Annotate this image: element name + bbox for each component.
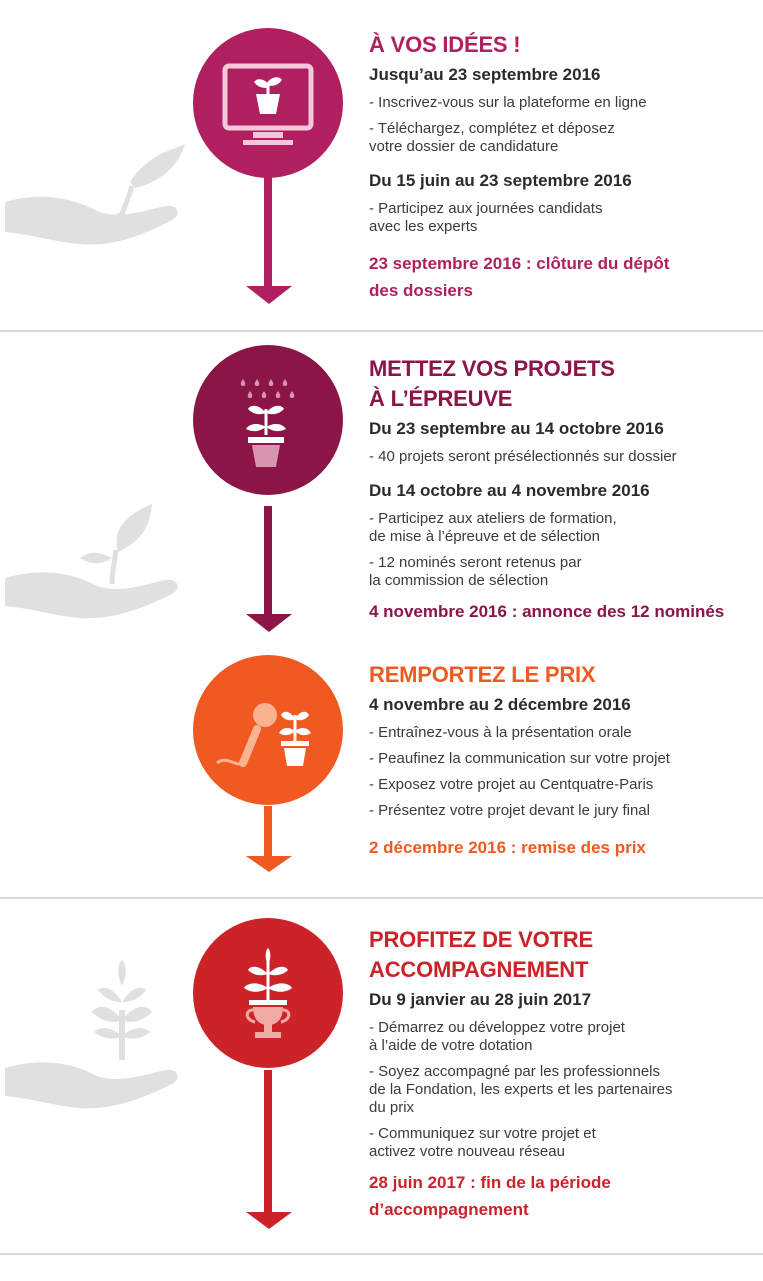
step-period: 4 novembre au 2 décembre 2016 (369, 695, 631, 714)
hand-sprout-icon (0, 490, 190, 625)
step-item: - Participez aux journées candidats avec les experts (369, 200, 603, 235)
step-item: - Peaufinez la communication sur votre projet (369, 750, 670, 767)
step-period: Du 23 septembre au 14 octobre 2016 (369, 419, 664, 438)
step-deadline: 2 décembre 2016 : remise des prix (369, 838, 646, 857)
arrow-down-icon (246, 1070, 292, 1230)
computer-plant-icon (213, 48, 323, 158)
step-period: Du 9 janvier au 28 juin 2017 (369, 990, 592, 1009)
step-item: - Exposez votre projet au Centquatre-Paris (369, 776, 654, 793)
step-prize-content (369, 660, 761, 861)
arrow-down-icon (246, 506, 292, 634)
step-period: Du 14 octobre au 4 novembre 2016 (369, 481, 650, 500)
step-item: - Démarrez ou développez votre projet à l’aide de votre dotation (369, 1019, 625, 1054)
step-item: - 40 projets seront présélectionnés sur dossier (369, 448, 677, 465)
step-item: - Communiquez sur votre projet et activez votre nouveau réseau (369, 1125, 596, 1160)
step-deadline: 23 septembre 2016 : clôture du dépôt des dossiers (369, 254, 670, 300)
step-item: - Téléchargez, complétez et déposez votre dossier de candidature (369, 120, 615, 155)
section-divider (0, 1253, 763, 1255)
step-item: - 12 nominés seront retenus par la commission de sélection (369, 554, 582, 589)
step-deadline: 4 novembre 2016 : annonce des 12 nominés (369, 602, 725, 621)
step-title: REMPORTEZ LE PRIX (369, 662, 596, 687)
step-title: METTEZ VOS PROJETS À L’ÉPREUVE (369, 356, 615, 411)
step-test-circle (193, 345, 343, 495)
step-period: Du 15 juin au 23 septembre 2016 (369, 171, 632, 190)
step-support-content (369, 925, 761, 1223)
step-item: - Présentez votre projet devant le jury final (369, 802, 650, 819)
step-item: - Entraînez-vous à la présentation orale (369, 724, 632, 741)
step-period: Jusqu’au 23 septembre 2016 (369, 65, 601, 84)
step-title: PROFITEZ DE VOTRE ACCOMPAGNEMENT (369, 927, 593, 982)
section-divider (0, 330, 763, 332)
step-support-circle (193, 918, 343, 1068)
step-deadline: 28 juin 2017 : fin de la période d’accompagnement (369, 1173, 611, 1219)
step-test-content (369, 354, 761, 625)
trophy-plant-icon (213, 938, 323, 1048)
microphone-plant-icon (213, 675, 323, 785)
hand-tree-icon (0, 950, 190, 1120)
step-prize-circle (193, 655, 343, 805)
section-divider (0, 897, 763, 899)
arrow-down-icon (246, 806, 292, 874)
step-ideas-circle (193, 28, 343, 178)
step-item: - Soyez accompagné par les professionnels de la Fondation, les experts et les partenaires du prix (369, 1063, 673, 1116)
arrow-down-icon (246, 174, 292, 306)
watered-plant-icon (213, 365, 323, 475)
step-ideas-content (369, 30, 761, 304)
step-title: À VOS IDÉES ! (369, 32, 521, 57)
step-item: - Participez aux ateliers de formation, de mise à l’épreuve et de sélection (369, 510, 617, 545)
step-item: - Inscrivez-vous sur la plateforme en ligne (369, 94, 647, 111)
hand-sprout-icon (0, 122, 190, 252)
